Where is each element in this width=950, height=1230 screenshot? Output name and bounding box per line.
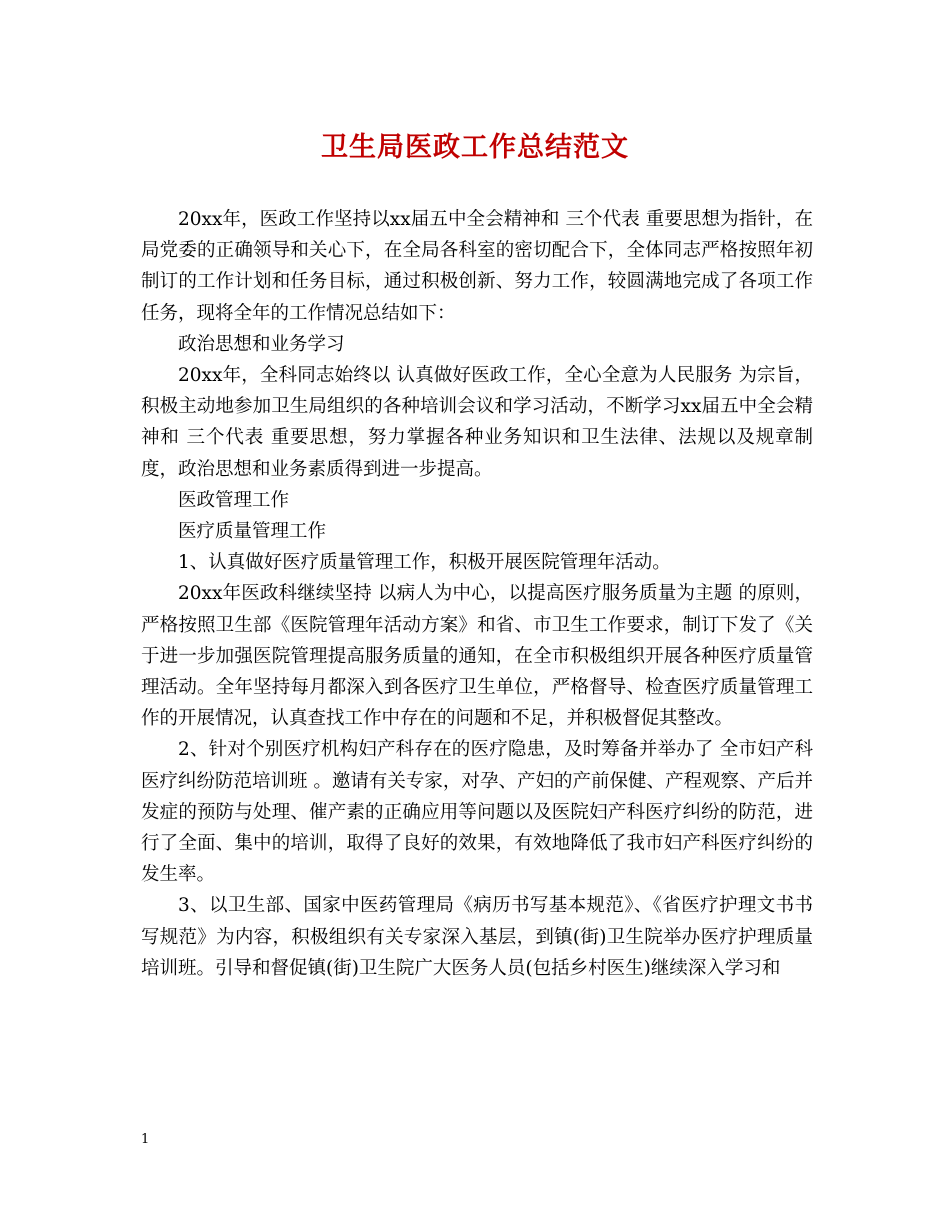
paragraph-political-study: 20xx年，全科同志始终以 认真做好医政工作，全心全意为人民服务 为宗旨，积极主动地参加卫生局组织的各种培训会议和学习活动，不断学习xx届五中全会精神和 三个代表 重要思想，努力掌握各种业务知识和卫生法律、法规以及规章制度，政治思想和业务素质得到进一步提高。 bbox=[141, 365, 813, 480]
paragraph-item-3: 3、以卫生部、国家中医药管理局《病历书写基本规范》、《省医疗护理文书书写规范》为内容，积极组织有关专家深入基层，到镇(街)卫生院举办医疗护理质量培训班。引导和督促镇(街)卫生院广大医务人员(包括乡村医生)继续深入学习和 bbox=[141, 895, 813, 979]
page-number: 1 bbox=[141, 1132, 150, 1147]
document-body bbox=[141, 204, 813, 984]
paragraph-hospital-management: 20xx年医政科继续坚持 以病人为中心，以提高医疗服务质量为主题 的原则，严格按照卫生部《医院管理年活动方案》和省、市卫生工作要求，制订下发了《关于进一步加强医院管理提高服务质量的通知，在全市积极组织开展各种医疗质量管理活动。全年坚持每月都深入到各医疗卫生单位，严格督导、检查医疗质量管理工作的开展情况，认真查找工作中存在的问题和不足，并积极督促其整改。 bbox=[141, 583, 813, 730]
paragraph-item-1: 1、认真做好医疗质量管理工作，积极开展医院管理年活动。 bbox=[178, 552, 671, 574]
paragraph-intro: 20xx年，医政工作坚持以xx届五中全会精神和 三个代表 重要思想为指针，在局党委的正确领导和关心下，在全局各科室的密切配合下，全体同志严格按照年初制订的工作计划和任务目标，通过积极创新、努力工作，较圆满地完成了各项工作任务，现将全年的工作情况总结如下： bbox=[141, 209, 813, 324]
document-title: 卫生局医政工作总结范文 bbox=[321, 132, 629, 163]
paragraph-item-2: 2、针对个别医疗机构妇产科存在的医疗隐患，及时筹备并举办了 全市妇产科医疗纠纷防范培训班 。邀请有关专家，对孕、产妇的产前保健、产程观察、产后并发症的预防与处理、催产素的正确应用等问题以及医院妇产科医疗纠纷的防范，进行了全面、集中的培训，取得了良好的效果，有效地降低了我市妇产科医疗纠纷的发生率。 bbox=[141, 739, 813, 886]
section-heading-medical-administration: 医政管理工作 bbox=[178, 489, 290, 511]
section-heading-political-study: 政治思想和业务学习 bbox=[178, 333, 345, 355]
section-heading-quality-management: 医疗质量管理工作 bbox=[178, 521, 327, 543]
